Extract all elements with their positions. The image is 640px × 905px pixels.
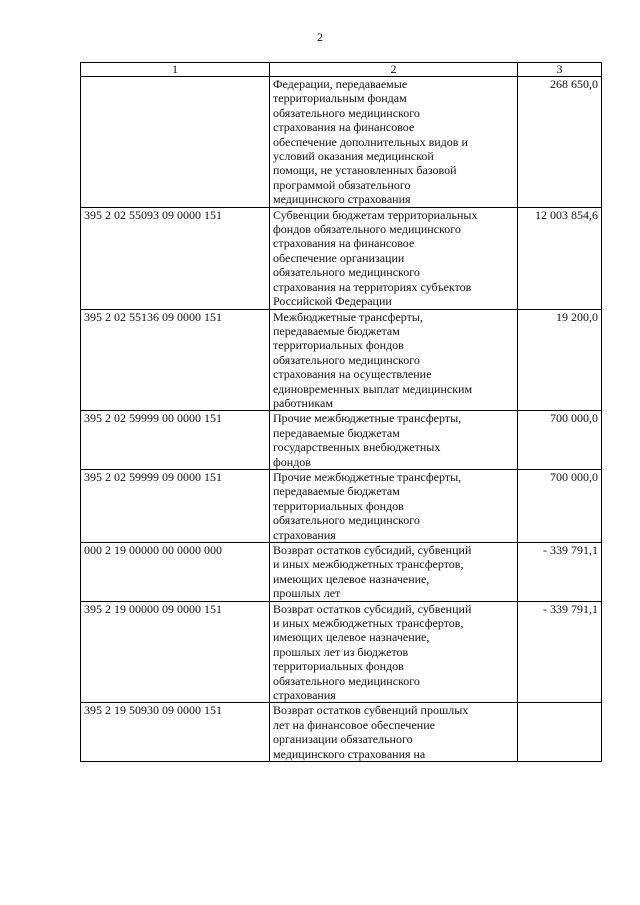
column-header-2: 2 bbox=[270, 63, 518, 77]
budget-code-cell bbox=[81, 77, 270, 208]
table-row bbox=[81, 601, 602, 703]
table-row bbox=[81, 543, 602, 602]
budget-code-cell: 395 2 19 50930 09 0000 151 bbox=[81, 703, 270, 762]
table-row bbox=[81, 703, 602, 762]
column-header-3: 3 bbox=[518, 63, 602, 77]
amount-cell: 12 003 854,6 bbox=[518, 207, 602, 309]
description-cell: Межбюджетные трансферты, передаваемые бюджетам территориальных фондов обязательного медицинского страхования на осуществление единовременных выплат медицинским работникам bbox=[270, 309, 518, 411]
table-row bbox=[81, 411, 602, 470]
budget-table bbox=[80, 62, 602, 762]
description-cell: Возврат остатков субсидий, субвенций и иных межбюджетных трансфертов, имеющих целевое назначение, прошлых лет из бюджетов территориальных фондов обязательного медицинского страхования bbox=[270, 601, 518, 703]
table-row bbox=[81, 469, 602, 542]
budget-code-cell: 395 2 02 55093 09 0000 151 bbox=[81, 207, 270, 309]
budget-code-cell: 395 2 02 59999 09 0000 151 bbox=[81, 469, 270, 542]
description-cell: Возврат остатков субвенций прошлых лет на финансовое обеспечение организации обязательного медицинского страхования на bbox=[270, 703, 518, 762]
table-row bbox=[81, 309, 602, 411]
amount-cell bbox=[518, 703, 602, 762]
description-cell: Возврат остатков субсидий, субвенций и иных межбюджетных трансфертов, имеющих целевое назначение, прошлых лет bbox=[270, 543, 518, 602]
description-cell: Прочие межбюджетные трансферты, передаваемые бюджетам территориальных фондов обязательного медицинского страхования bbox=[270, 469, 518, 542]
table-row bbox=[81, 207, 602, 309]
description-cell: Прочие межбюджетные трансферты, передаваемые бюджетам государственных внебюджетных фондов bbox=[270, 411, 518, 470]
description-cell: Федерации, передаваемые территориальным фондам обязательного медицинского страхования на финансовое обеспечение дополнительных видов и условий оказания медицинской помощи, не установленных базовой программой обязательного медицинского страхования bbox=[270, 77, 518, 208]
description-cell: Субвенции бюджетам территориальных фондов обязательного медицинского страхования на финансовое обеспечение организации обязательного медицинского страхования на территориях субъектов Российской Федерации bbox=[270, 207, 518, 309]
column-header-1: 1 bbox=[81, 63, 270, 77]
budget-code-cell: 395 2 19 00000 09 0000 151 bbox=[81, 601, 270, 703]
amount-cell: 700 000,0 bbox=[518, 469, 602, 542]
amount-cell: - 339 791,1 bbox=[518, 601, 602, 703]
budget-code-cell: 395 2 02 55136 09 0000 151 bbox=[81, 309, 270, 411]
amount-cell: 700 000,0 bbox=[518, 411, 602, 470]
table-row bbox=[81, 77, 602, 208]
budget-code-cell: 395 2 02 59999 00 0000 151 bbox=[81, 411, 270, 470]
amount-cell: - 339 791,1 bbox=[518, 543, 602, 602]
budget-code-cell: 000 2 19 00000 00 0000 000 bbox=[81, 543, 270, 602]
page-number: 2 bbox=[317, 30, 323, 44]
amount-cell: 19 200,0 bbox=[518, 309, 602, 411]
table-header-row bbox=[81, 63, 602, 77]
amount-cell: 268 650,0 bbox=[518, 77, 602, 208]
